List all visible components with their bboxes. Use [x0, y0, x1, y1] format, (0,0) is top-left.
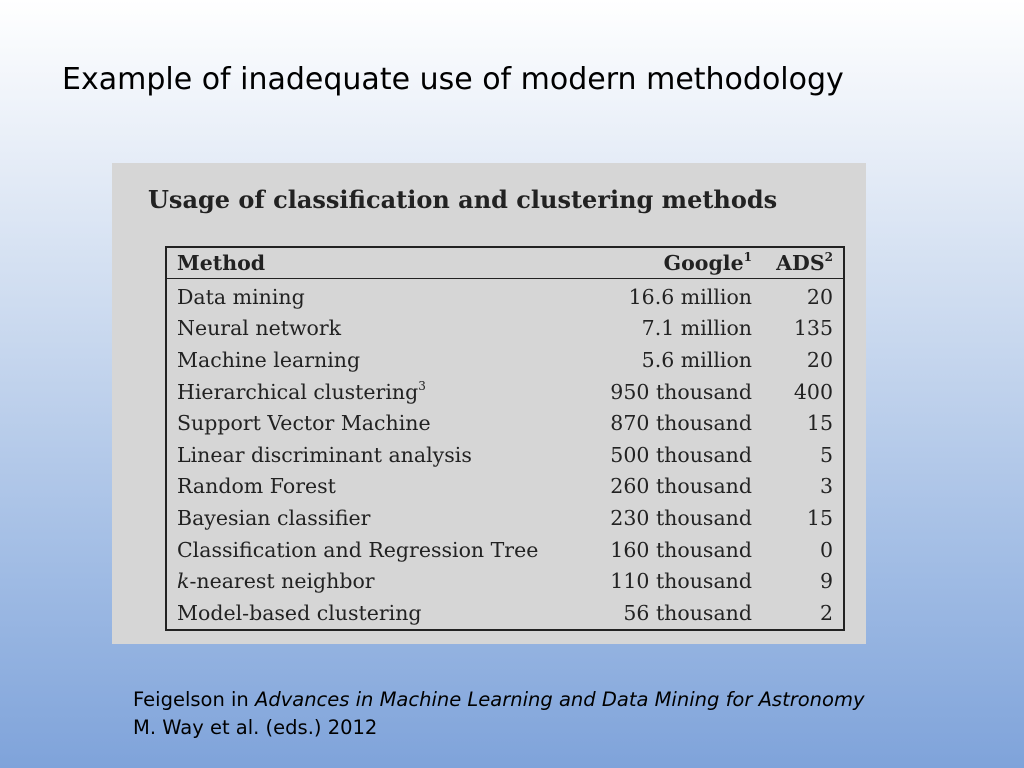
slide-title: Example of inadequate use of modern methodology	[62, 62, 844, 97]
method-italic-prefix: k	[177, 569, 190, 594]
cell-google: 950 thousand	[610, 379, 752, 404]
table-row	[166, 376, 844, 408]
cell-ads: 5	[819, 442, 833, 467]
table-row	[166, 534, 844, 566]
figure-title: Usage of classification and clustering methods	[148, 185, 778, 214]
table-row	[166, 279, 844, 313]
citation-line-1	[133, 686, 865, 714]
cell-method	[166, 502, 584, 534]
cell-ads: 135	[793, 316, 833, 341]
citation-book-title: Advances in Machine Learning and Data Mining for Astronomy	[254, 688, 865, 711]
cell-google: 160 thousand	[610, 537, 752, 562]
footnote-marker-1: 1	[743, 250, 752, 264]
cell-method	[166, 344, 584, 376]
table-row	[166, 344, 844, 376]
cell-google: 230 thousand	[610, 505, 752, 530]
method-name: -nearest neighbor	[189, 569, 375, 594]
cell-ads: 15	[806, 505, 833, 530]
method-name: Bayesian classifier	[177, 505, 371, 530]
table-row	[166, 471, 844, 503]
method-name: Data mining	[177, 284, 305, 309]
table-row	[166, 502, 844, 534]
table-row	[166, 407, 844, 439]
citation-prefix: Feigelson in	[133, 688, 255, 711]
cell-method	[166, 439, 584, 471]
table-row	[166, 439, 844, 471]
table-row	[166, 597, 844, 630]
footnote-marker-2: 2	[824, 250, 833, 264]
method-name: Machine learning	[177, 347, 361, 372]
table-row	[166, 313, 844, 345]
cell-method	[166, 407, 584, 439]
cell-ads: 400	[793, 379, 833, 404]
cell-ads: 9	[819, 569, 833, 594]
cell-ads: 3	[819, 474, 833, 499]
cell-method	[166, 565, 584, 597]
cell-google: 870 thousand	[610, 411, 752, 436]
table-figure-image	[112, 163, 866, 644]
cell-google: 260 thousand	[610, 474, 752, 499]
cell-google: 500 thousand	[610, 442, 752, 467]
cell-google: 7.1 million	[641, 316, 752, 341]
cell-ads: 2	[819, 600, 833, 625]
cell-method	[166, 597, 584, 630]
header-method: Method	[166, 247, 584, 279]
table-body	[166, 279, 844, 630]
cell-method	[166, 376, 584, 408]
cell-method	[166, 279, 584, 313]
citation-line-2: M. Way et al. (eds.) 2012	[133, 716, 378, 739]
methods-table	[165, 246, 845, 631]
method-name: Neural network	[177, 316, 342, 341]
cell-method	[166, 534, 584, 566]
table-row	[166, 565, 844, 597]
cell-google: 110 thousand	[610, 569, 752, 594]
cell-ads: 15	[806, 411, 833, 436]
cell-google: 16.6 million	[628, 284, 752, 309]
method-name: Hierarchical clustering	[177, 379, 419, 404]
method-name: Classification and Regression Tree	[177, 537, 539, 562]
cell-google: 56 thousand	[623, 600, 752, 625]
cell-ads: 20	[806, 284, 833, 309]
method-name: Random Forest	[177, 474, 336, 499]
header-ads: ADS$^2$	[758, 247, 844, 279]
cell-google: 5.6 million	[641, 347, 752, 372]
method-name: Model-based clustering	[177, 600, 422, 625]
method-name: Linear discriminant analysis	[177, 442, 472, 467]
cell-method	[166, 471, 584, 503]
cell-ads: 0	[819, 537, 833, 562]
table-header-row	[166, 247, 844, 279]
footnote-marker-3: 3	[418, 378, 426, 393]
header-google: Google$^1$	[584, 247, 758, 279]
cell-ads: 20	[806, 347, 833, 372]
method-name: Support Vector Machine	[177, 411, 431, 436]
citation	[133, 686, 865, 742]
cell-method	[166, 313, 584, 345]
